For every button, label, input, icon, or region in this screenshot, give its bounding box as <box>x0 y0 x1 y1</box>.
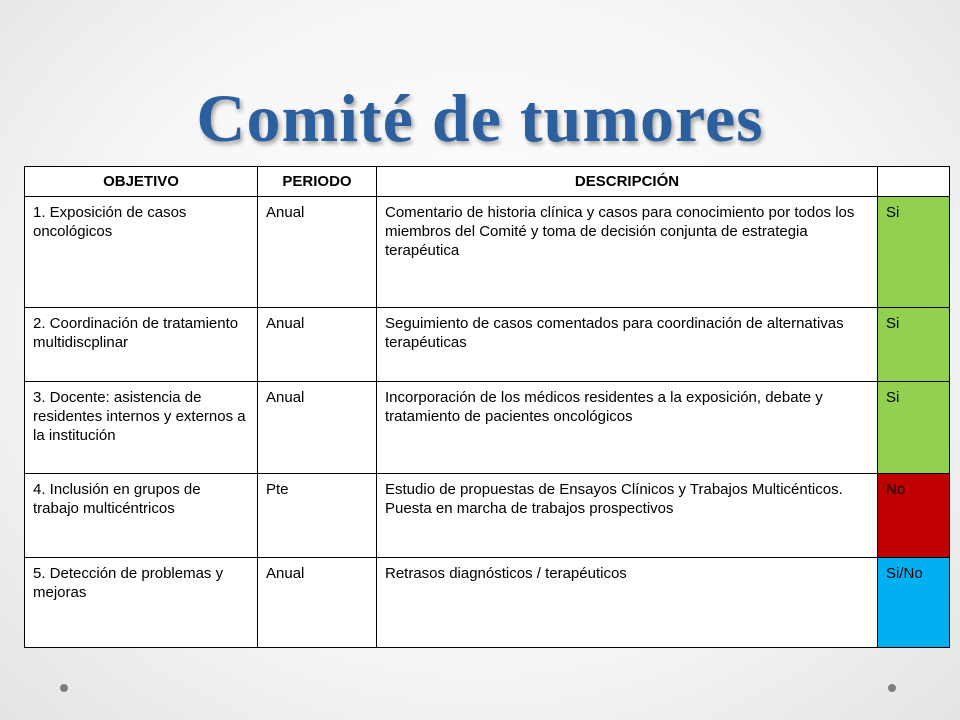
cell-objetivo: 4. Inclusión en grupos de trabajo multicéntricos <box>25 474 258 558</box>
decorative-dot-right <box>888 684 896 692</box>
slide-title: Comité de tumores <box>196 80 764 156</box>
cell-periodo: Anual <box>258 558 377 648</box>
cell-objetivo: 1. Exposición de casos oncológicos <box>25 197 258 308</box>
header-descripcion: DESCRIPCIÓN <box>377 167 878 197</box>
table-row <box>25 308 950 382</box>
cell-objetivo: 2. Coordinación de tratamiento multidiscplinar <box>25 308 258 382</box>
cell-descripcion: Incorporación de los médicos residentes a la exposición, debate y tratamiento de pacientes oncológicos <box>377 382 878 474</box>
cell-estado: Si/No <box>878 558 950 648</box>
cell-estado: Si <box>878 197 950 308</box>
cell-descripcion: Seguimiento de casos comentados para coordinación de alternativas terapéuticas <box>377 308 878 382</box>
cell-descripcion: Retrasos diagnósticos / terapéuticos <box>377 558 878 648</box>
table-row <box>25 474 950 558</box>
cell-periodo: Anual <box>258 382 377 474</box>
tumor-committee-table <box>24 166 950 648</box>
cell-objetivo: 5. Detección de problemas y mejoras <box>25 558 258 648</box>
cell-estado: No <box>878 474 950 558</box>
cell-descripcion: Comentario de historia clínica y casos para conocimiento por todos los miembros del Comité y toma de decisión conjunta de estrategia terapéutica <box>377 197 878 308</box>
header-estado <box>878 167 950 197</box>
cell-descripcion: Estudio de propuestas de Ensayos Clínicos y Trabajos Multicénticos. Puesta en marcha de trabajos prospectivos <box>377 474 878 558</box>
decorative-dot-left <box>60 684 68 692</box>
cell-periodo: Pte <box>258 474 377 558</box>
table-row <box>25 558 950 648</box>
table-row <box>25 197 950 308</box>
table-row <box>25 382 950 474</box>
cell-periodo: Anual <box>258 197 377 308</box>
table-header-row <box>25 167 950 197</box>
cell-estado: Si <box>878 308 950 382</box>
cell-estado: Si <box>878 382 950 474</box>
cell-objetivo: 3. Docente: asistencia de residentes internos y externos a la institución <box>25 382 258 474</box>
header-periodo: PERIODO <box>258 167 377 197</box>
cell-periodo: Anual <box>258 308 377 382</box>
header-objetivo: OBJETIVO <box>25 167 258 197</box>
